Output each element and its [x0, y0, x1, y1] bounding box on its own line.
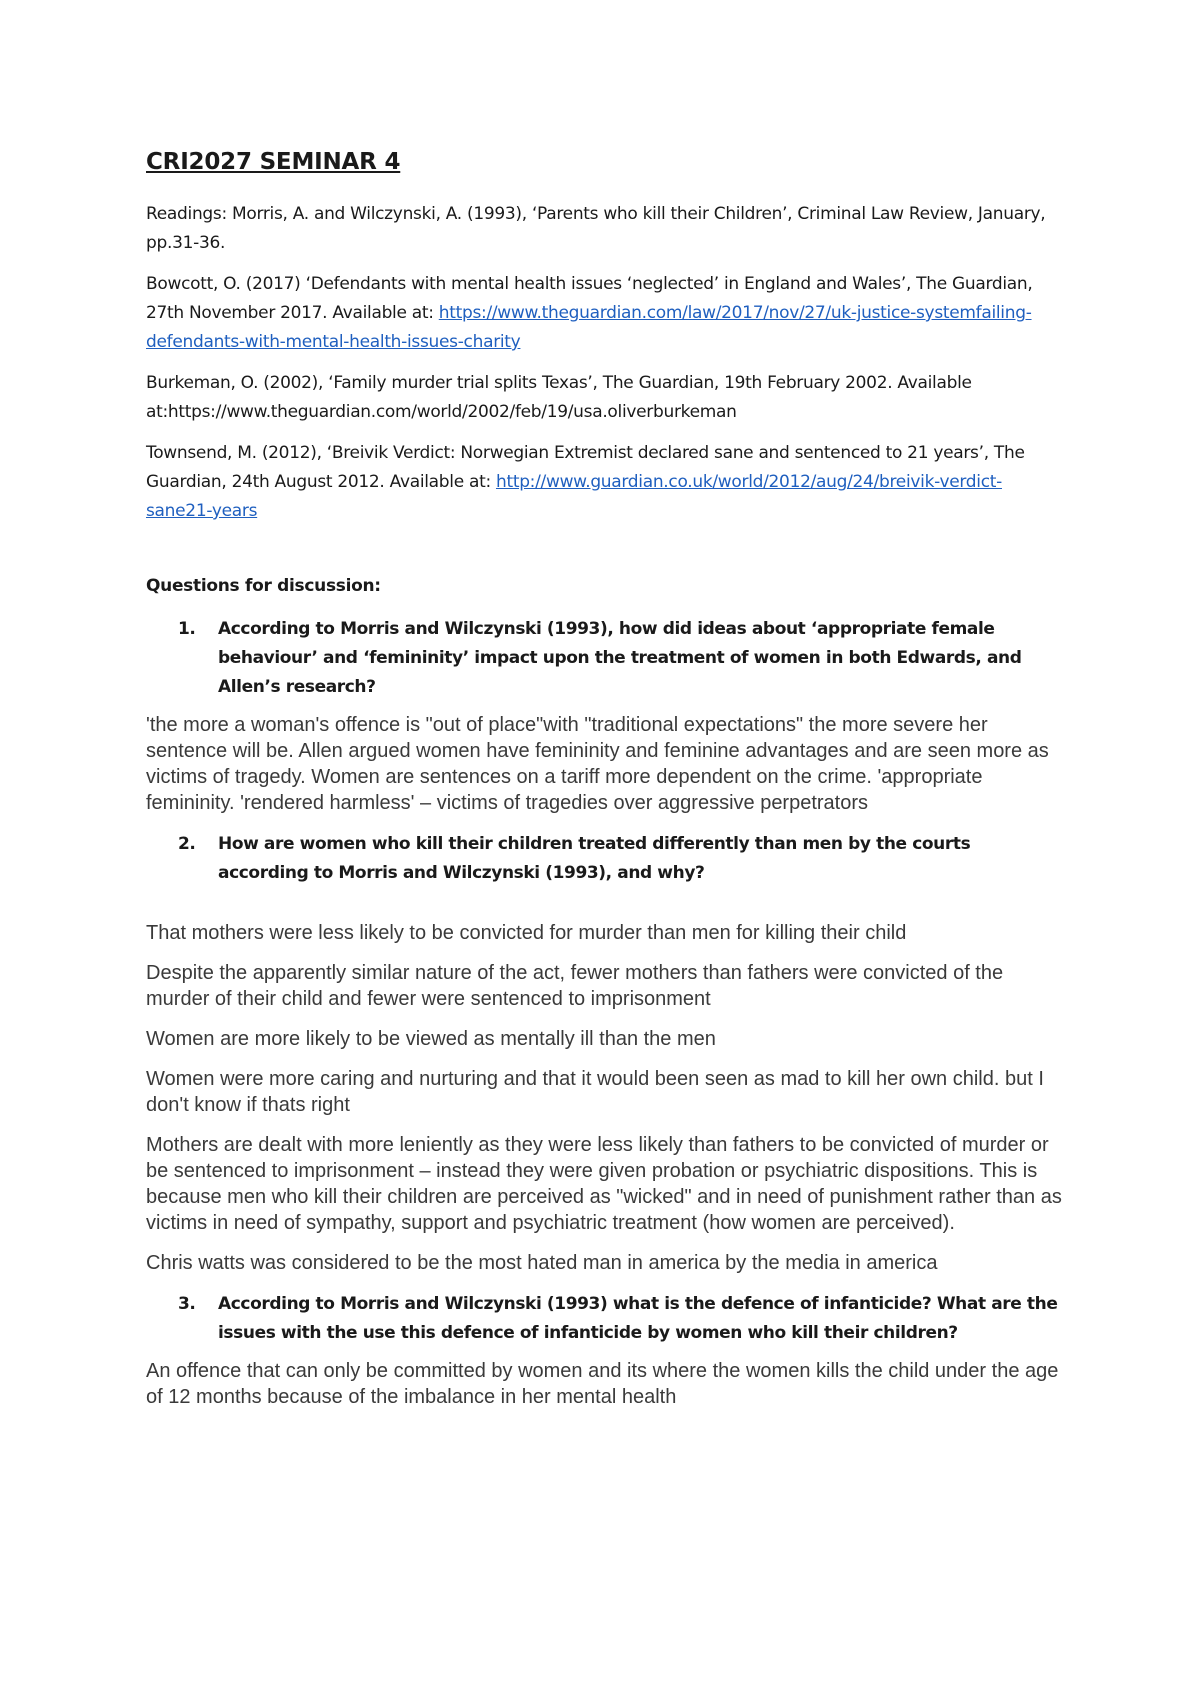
answer-paragraph: 'the more a woman's offence is "out of place"with "traditional expectations" the more severe her sentence will be. Allen argued women have femininity and feminine advantages and are seen more as victims of tragedy. Women are sentences on a tariff more dependent on the crime. 'appropriate femininity. 'rendered harmless' – victims of tragedies over aggressive perpetrators — [146, 714, 1049, 814]
answer-paragraph: That mothers were less likely to be convicted for murder than men for killing their child — [146, 922, 907, 944]
answer-paragraph: Chris watts was considered to be the most hated man in america by the media in america — [146, 1252, 938, 1274]
reference-text: Townsend, M. (2012), ‘Breivik Verdict: Norwegian Extremist declared sane and sentenced to 21 years’, The Guardian, 24th August 2012. Available at: — [146, 443, 1025, 492]
answer-paragraph: Despite the apparently similar nature of the act, fewer mothers than fathers were convicted of the murder of their child and fewer were sentenced to imprisonment — [146, 962, 1004, 1010]
answer-paragraph: Women were more caring and nurturing and that it would been seen as mad to kill her own child. but I don't know if thats right — [146, 1068, 1044, 1116]
section-spacer — [146, 538, 1066, 572]
document-page — [146, 146, 1066, 1424]
question-text: According to Morris and Wilczynski (1993) what is the defence of infanticide? What are the issues with the use this defence of infanticide by women who kill their children? — [218, 1294, 1058, 1343]
reference-link[interactable]: http://www.guardian.co.uk/world/2012/aug/24/breivik-verdict-sane21-years — [146, 472, 1002, 521]
reference-bowcott — [146, 270, 1066, 357]
reference-townsend — [146, 439, 1066, 526]
question-text: How are women who kill their children treated differently than men by the courts according to Morris and Wilczynski (1993), and why? — [218, 834, 971, 883]
reference-burkeman — [146, 369, 1066, 427]
answer-paragraph: Mothers are dealt with more leniently as they were less likely than fathers to be convicted of murder or be sentenced to imprisonment – instead they were given probation or psychiatric dispositions. This is because men who kill their children are perceived as "wicked" and in need of punishment rather than as victims in need of sympathy, support and psychiatric treatment (how women are perceived). — [146, 1134, 1062, 1234]
answer-spacer — [146, 898, 1066, 920]
reference-text: Bowcott, O. (2017) ‘Defendants with mental health issues ‘neglected’ in England and Wales’, The Guardian, 27th November 2017. Available at: — [146, 274, 1033, 323]
question-number: 2. — [178, 834, 196, 854]
document-title: CRI2027 SEMINAR 4 — [146, 149, 401, 175]
question-1 — [146, 615, 1066, 702]
question-number: 3. — [178, 1294, 196, 1314]
reference-text: Readings: Morris, A. and Wilczynski, A. (1993), ‘Parents who kill their Children’, Criminal Law Review, January, pp.31-36. — [146, 204, 1046, 253]
questions-heading: Questions for discussion: — [146, 576, 381, 596]
question-3 — [146, 1290, 1066, 1348]
reference-text: Burkeman, O. (2002), ‘Family murder trial splits Texas’, The Guardian, 19th February 2002. Available at:https://www.theguardian.com/world/2002/feb/19/usa.oliverburkeman — [146, 373, 972, 422]
reference-link[interactable]: https://www.theguardian.com/law/2017/nov/27/uk-justice-systemfailing-defendants-with-mental-health-issues-charity — [146, 303, 1032, 352]
question-text: According to Morris and Wilczynski (1993), how did ideas about ‘appropriate female behaviour’ and ‘femininity’ impact upon the treatment of women in both Edwards, and Allen’s research? — [218, 619, 1022, 697]
question-2 — [146, 830, 1066, 888]
answer-paragraph: An offence that can only be committed by women and its where the women kills the child under the age of 12 months because of the imbalance in her mental health — [146, 1360, 1059, 1408]
reference-morris — [146, 200, 1066, 258]
question-number: 1. — [178, 619, 196, 639]
answer-paragraph: Women are more likely to be viewed as mentally ill than the men — [146, 1028, 716, 1050]
